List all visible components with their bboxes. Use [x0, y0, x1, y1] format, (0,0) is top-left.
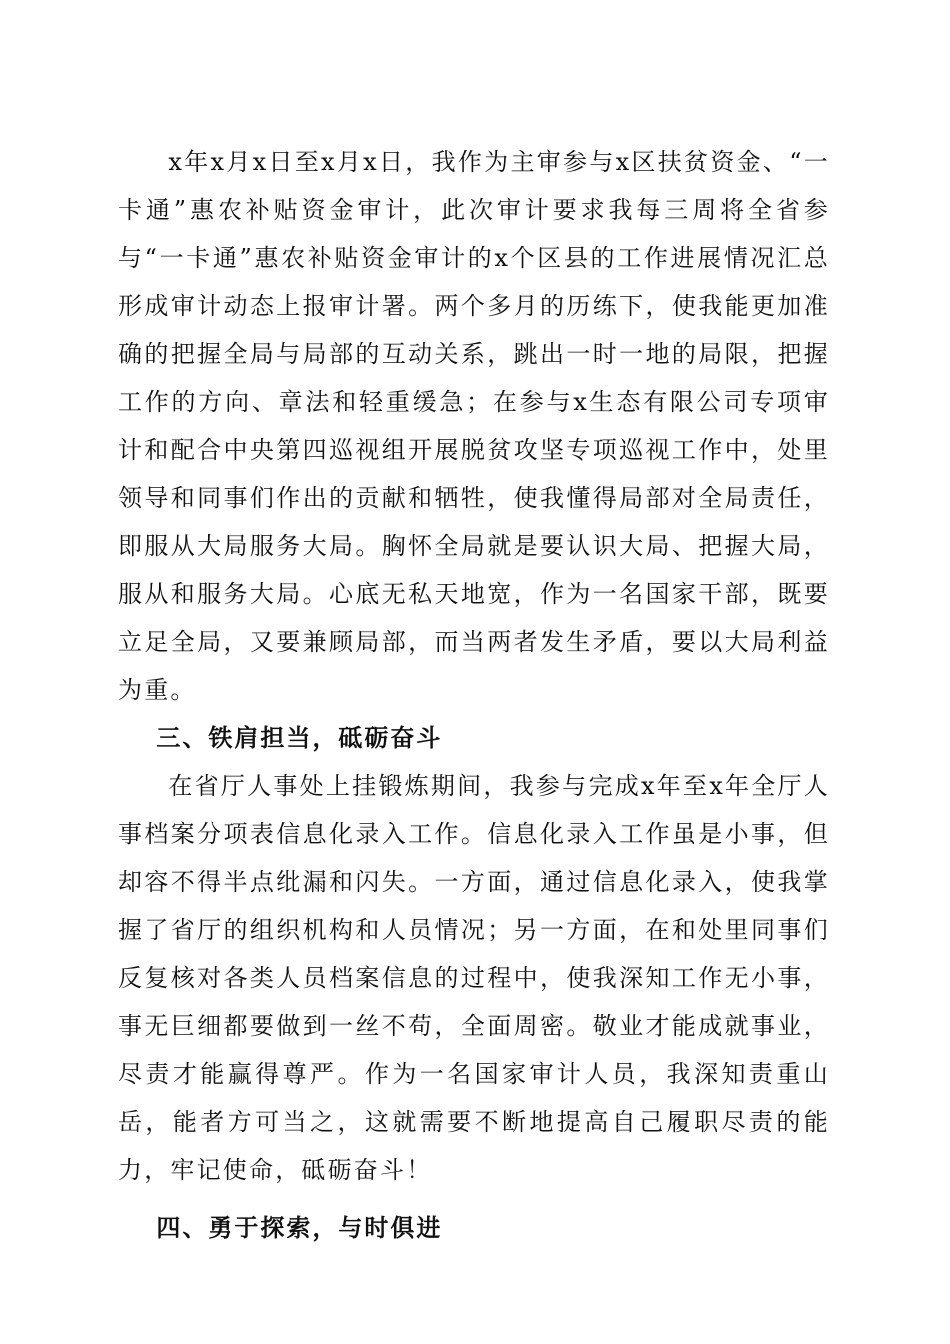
paragraph-responsibility: 在省厅人事处上挂锻炼期间，我参与完成x年至x年全厅人事档案分项表信息化录入工作。信息化录入工作虽是小事，但却容不得半点纰漏和闪失。一方面，通过信息化录入，使我掌握了省厅的组织机构和人员情况；另一方面，在和处里同事们反复核对各类人员档案信息的过程中，使我深知工作无小事，事无巨细都要做到一丝不苟，全面周密。敬业才能成就事业，尽责才能赢得尊严。作为一名国家审计人员，我深知责重山岳，能者方可当之，这就需要不断地提高自己履职尽责的能力，牢记使命，砥砺奋斗！ — [118, 772, 830, 1184]
section-heading-four: 四、勇于探索，与时俱进 — [156, 1214, 443, 1242]
paragraph-global-view: x年x月x日至x月x日，我作为主审参与x区扶贫资金、“一卡通”惠农补贴资金审计，此次审计要求我每三周将全省参与“一卡通”惠农补贴资金审计的x个区县的工作进展情况汇总形成审计动态上报审计署。两个多月的历练下，使我能更加准确的把握全局与局部的互动关系，跳出一时一地的局限，把握工作的方向、章法和轻重缓急；在参与x生态有限公司专项审计和配合中央第四巡视组开展脱贫攻坚专项巡视工作中，处里领导和同事们作出的贡献和牺牲，使我懂得局部对全局责任，即服从大局服务大局。胸怀全局就是要认识大局、把握大局，服从和服务大局。心底无私天地宽，作为一名国家干部，既要立足全局，又要兼顾局部，而当两者发生矛盾，要以大局利益为重。 — [118, 148, 830, 704]
document-body — [118, 138, 830, 1252]
section-heading-three: 三、铁肩担当，砥砺奋斗 — [156, 724, 443, 752]
